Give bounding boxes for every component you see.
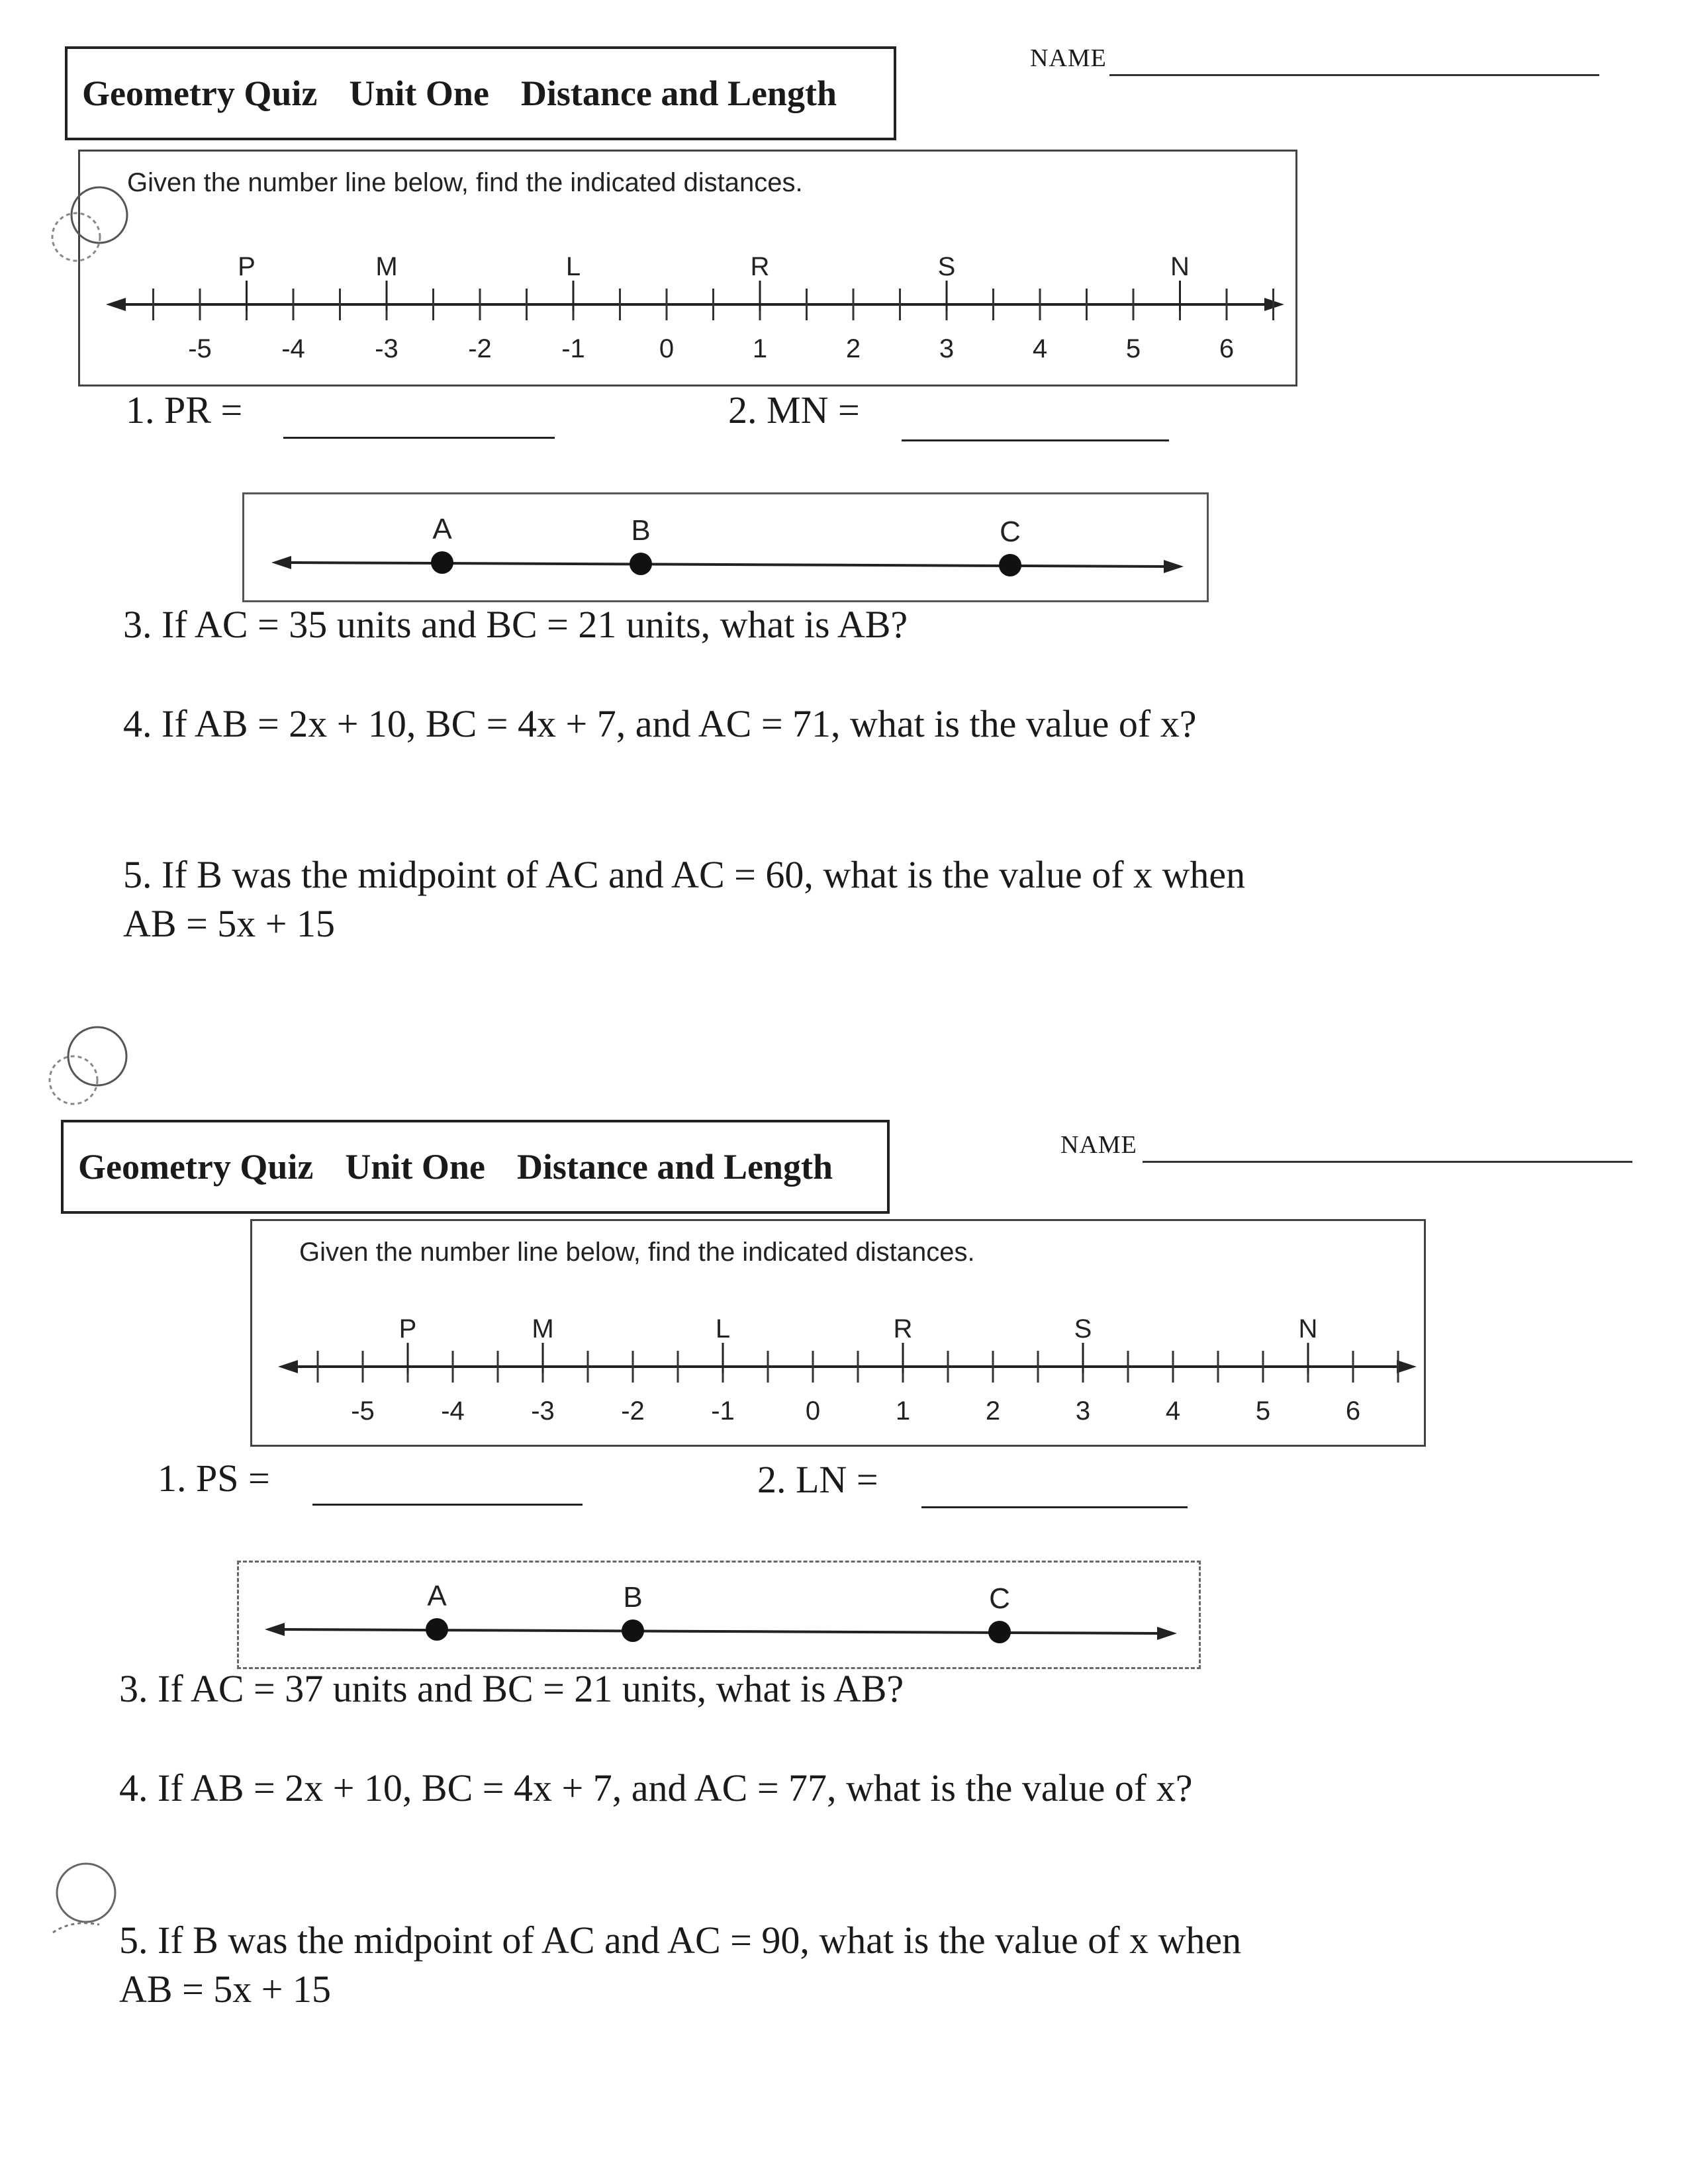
quiz1-question-1: 1. PR = [126, 388, 243, 432]
quiz2-segment-diagram [258, 1563, 1198, 1662]
quiz1-question-3: 3. If AC = 35 units and BC = 21 units, what is AB? [123, 603, 908, 646]
quiz2-number-line-point-label-N: N [1298, 1314, 1318, 1343]
quiz2-number-line-tick-label: 6 [1345, 1396, 1361, 1426]
quiz1-name-field[interactable] [1109, 74, 1599, 76]
punch-hole-1-icon [40, 179, 139, 278]
quiz1-question-4: 4. If AB = 2x + 10, BC = 4x + 7, and AC = 71, what is the value of x? [123, 702, 1197, 745]
quiz1-title-part1: Geometry Quiz [82, 73, 318, 113]
quiz1-number-line-tick-label: 5 [1125, 334, 1141, 363]
quiz2-number-line-tick-label: -4 [441, 1396, 465, 1426]
quiz1-number-line-tick-label: -2 [468, 334, 492, 363]
quiz1-question-5-line2: AB = 5x + 15 [123, 902, 335, 945]
quiz1-number-line-point-label-P: P [238, 252, 256, 281]
quiz1-title-part2: Unit One [349, 73, 489, 113]
quiz2-number-line-tick-label: 0 [805, 1396, 821, 1426]
punch-hole-2-icon [36, 1019, 136, 1118]
quiz2-title-part1: Geometry Quiz [78, 1147, 314, 1187]
quiz2-segment-point-A [426, 1618, 448, 1641]
quiz1-segment-point-label-C: C [1000, 516, 1021, 548]
quiz1-segment-point-B [630, 553, 652, 575]
quiz1-name-label: NAME [1030, 44, 1107, 72]
quiz2-segment-point-label-B: B [623, 1581, 643, 1614]
quiz1-segment-line [285, 563, 1165, 567]
quiz1-number-line [99, 238, 1291, 377]
quiz2-number-line [271, 1300, 1423, 1439]
quiz2-number-line-tick-label: -2 [621, 1396, 645, 1426]
quiz2-segment-point-B [622, 1619, 644, 1642]
quiz1-segment-point-label-B: B [631, 514, 651, 547]
quiz2-number-line-point-label-L: L [715, 1314, 731, 1343]
quiz2-question-5-line2: AB = 5x + 15 [119, 1968, 331, 2011]
quiz2-answer-2-field[interactable] [921, 1506, 1188, 1508]
quiz2-segment-point-C [988, 1621, 1011, 1643]
quiz2-number-line-tick-label: -5 [351, 1396, 375, 1426]
quiz1-number-line-tick-label: -1 [561, 334, 585, 363]
quiz2-number-line-tick-label: 1 [895, 1396, 911, 1426]
quiz2-answer-1-field[interactable] [312, 1504, 583, 1506]
quiz1-number-line-left-arrow-icon [106, 298, 126, 311]
quiz2-segment-line [278, 1629, 1158, 1633]
quiz1-number-line-point-label-S: S [937, 252, 956, 281]
quiz1-number-line-point-label-M: M [375, 252, 398, 281]
punch-hole-3-icon [40, 1853, 139, 1952]
quiz1-segment-diagram [265, 496, 1205, 596]
quiz2-number-line-tick-label: -1 [711, 1396, 735, 1426]
quiz1-instructions: Given the number line below, find the indicated distances. [127, 168, 803, 197]
quiz1-answer-2-field[interactable] [902, 439, 1169, 441]
quiz1-question-2: 2. MN = [728, 388, 860, 432]
quiz1-number-line-tick-label: 6 [1219, 334, 1235, 363]
quiz2-instructions: Given the number line below, find the indicated distances. [299, 1238, 975, 1267]
quiz2-number-line-point-label-P: P [399, 1314, 417, 1343]
quiz2-segment-point-label-A: A [427, 1580, 447, 1612]
quiz1-number-line-tick-label: 1 [752, 334, 768, 363]
quiz2-question-5-line1: 5. If B was the midpoint of AC and AC = 90, what is the value of x when [119, 1919, 1242, 1962]
quiz2-segment-right-arrow-icon [1157, 1627, 1177, 1640]
quiz1-title-part3: Distance and Length [520, 73, 837, 113]
quiz2-number-line-right-arrow-icon [1397, 1360, 1417, 1373]
quiz1-segment-point-A [431, 551, 453, 574]
quiz2-number-line-tick-label: -3 [531, 1396, 555, 1426]
quiz2-number-line-tick-label: 5 [1255, 1396, 1271, 1426]
quiz1-title-box [65, 46, 896, 140]
quiz2-question-1: 1. PS = [158, 1457, 270, 1500]
quiz1-number-line-tick-label: -3 [375, 334, 399, 363]
quiz2-title-box [61, 1120, 890, 1214]
quiz1-question-5-line1: 5. If B was the midpoint of AC and AC = 60, what is the value of x when [123, 853, 1246, 896]
quiz2-question-3: 3. If AC = 37 units and BC = 21 units, what is AB? [119, 1667, 904, 1710]
quiz2-name-field[interactable] [1143, 1161, 1632, 1163]
quiz2-number-line-point-label-M: M [532, 1314, 554, 1343]
quiz1-number-line-point-label-L: L [565, 252, 581, 281]
quiz2-segment-point-label-C: C [989, 1582, 1010, 1615]
quiz2-number-line-tick-label: 2 [985, 1396, 1001, 1426]
quiz1-answer-1-field[interactable] [283, 437, 555, 439]
quiz2-question-4: 4. If AB = 2x + 10, BC = 4x + 7, and AC = 77, what is the value of x? [119, 1766, 1193, 1809]
quiz2-number-line-tick-label: 3 [1075, 1396, 1091, 1426]
quiz2-title-part2: Unit One [345, 1147, 485, 1187]
quiz2-segment-left-arrow-icon [265, 1623, 285, 1636]
quiz2-number-line-tick-label: 4 [1165, 1396, 1181, 1426]
quiz1-number-line-point-label-R: R [750, 252, 770, 281]
quiz2-title-part3: Distance and Length [516, 1147, 833, 1187]
quiz1-segment-right-arrow-icon [1164, 560, 1184, 573]
quiz1-segment-left-arrow-icon [271, 556, 291, 569]
quiz2-number-line-left-arrow-icon [278, 1360, 298, 1373]
quiz1-number-line-tick-label: 0 [659, 334, 675, 363]
quiz1-number-line-tick-label: -4 [281, 334, 305, 363]
quiz1-number-line-tick-label: 2 [845, 334, 861, 363]
quiz1-number-line-point-label-N: N [1170, 252, 1190, 281]
quiz1-segment-point-label-A: A [432, 513, 452, 545]
quiz1-number-line-tick-label: 3 [939, 334, 955, 363]
quiz2-name-label: NAME [1060, 1131, 1137, 1159]
quiz2-number-line-point-label-R: R [893, 1314, 913, 1343]
quiz1-number-line-tick-label: 4 [1032, 334, 1048, 363]
quiz1-number-line-tick-label: -5 [188, 334, 212, 363]
quiz2-question-2: 2. LN = [757, 1458, 878, 1501]
quiz2-number-line-point-label-S: S [1074, 1314, 1092, 1343]
quiz1-segment-point-C [999, 554, 1021, 576]
